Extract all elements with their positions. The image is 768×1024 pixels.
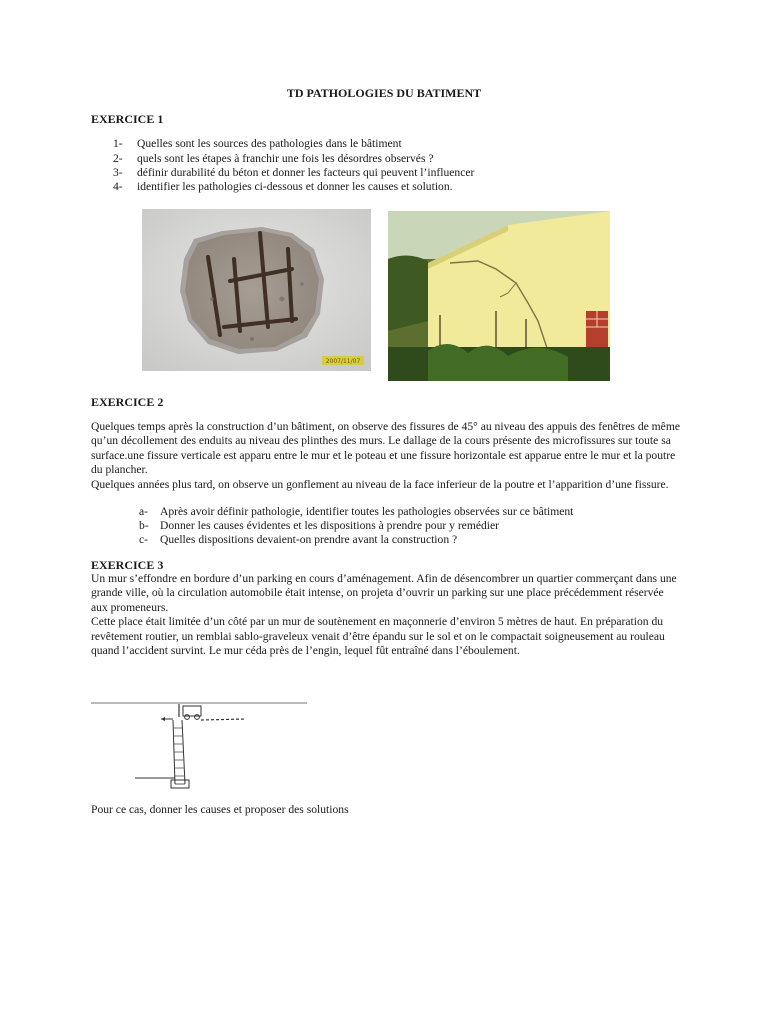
exercise-1-heading: EXERCICE 1 [91, 112, 164, 126]
exercise-3-paragraph-2: Cette place était limitée d’un côté par un mur de soutènement en maçonnerie d’environ 5 mètres de haut. En préparation du revêtement routier, un remblai sablo-graveleux venait d’être épandu sur le sol et on le compactait soigneusement au rouleau quand l’accident survint. Le mur céda près de l’engin, lequel fût entraîné dans l’éboulement. [91, 615, 665, 658]
exercise-2-body [91, 420, 681, 492]
exercise-3-paragraph-1: Un mur s’effondre en bordure d’un parking en cours d’aménagement. Afin de désencombrer un quartier commerçant dans une grande ville, où la circulation automobile était intense, on projeta d’ouvrir un parking sur une place précédemment réservée aux promeneurs. [91, 572, 677, 614]
page-title: TD PATHOLOGIES DU BATIMENT [286, 86, 482, 100]
list-item: b- Donner les causes évidentes et les dispositions à prendre pour y remédier [139, 519, 500, 532]
list-item: 2- quels sont les étapes à franchir une fois les désordres observés ? [113, 152, 434, 165]
exercise-3-heading: EXERCICE 3 [91, 558, 164, 572]
photo-date-stamp: 2007/11/07 [325, 358, 361, 365]
cracked-wall-image [388, 211, 610, 381]
exercise-3-body [91, 572, 681, 658]
list-item: 1- Quelles sont les sources des pathologies dans le bâtiment [113, 137, 402, 150]
exercise-2-heading: EXERCICE 2 [91, 395, 164, 409]
retaining-wall-sketch [91, 698, 309, 790]
exercise-3-question: Pour ce cas, donner les causes et proposer des solutions [91, 803, 349, 816]
list-item: c- Quelles dispositions devaient-on prendre avant la construction ? [139, 533, 458, 546]
exercise-2-paragraph-2: Quelques années plus tard, on observe un gonflement au niveau de la face inferieur de la poutre et l’apparition d’une fissure. [91, 477, 669, 491]
exposed-rebar-image [142, 209, 371, 371]
photo-exposed-rebar [142, 209, 371, 371]
list-item: 3- définir durabilité du béton et donner les facteurs qui peuvent l’influencer [113, 166, 475, 179]
list-item: a- Après avoir définir pathologie, identifier toutes les pathologies observées sur ce bâtiment [139, 505, 574, 518]
retaining-wall-diagram [91, 698, 309, 790]
list-item: 4- identifier les pathologies ci-dessous et donner les causes et solution. [113, 180, 453, 193]
photo-cracked-wall [388, 211, 610, 381]
exercise-2-paragraph-1: Quelques temps après la construction d’un bâtiment, on observe des fissures de 45° au niveau des appuis des fenêtres de même qu’un décollement des enduits au niveau des plinthes des murs. Le dallage de la cours présente des microfissures sur toute sa surface.une fissure verticale est apparu entre le mur et le poteau et une fissure horizontale est apparue entre le mur et la poutre du plancher. [91, 420, 680, 477]
